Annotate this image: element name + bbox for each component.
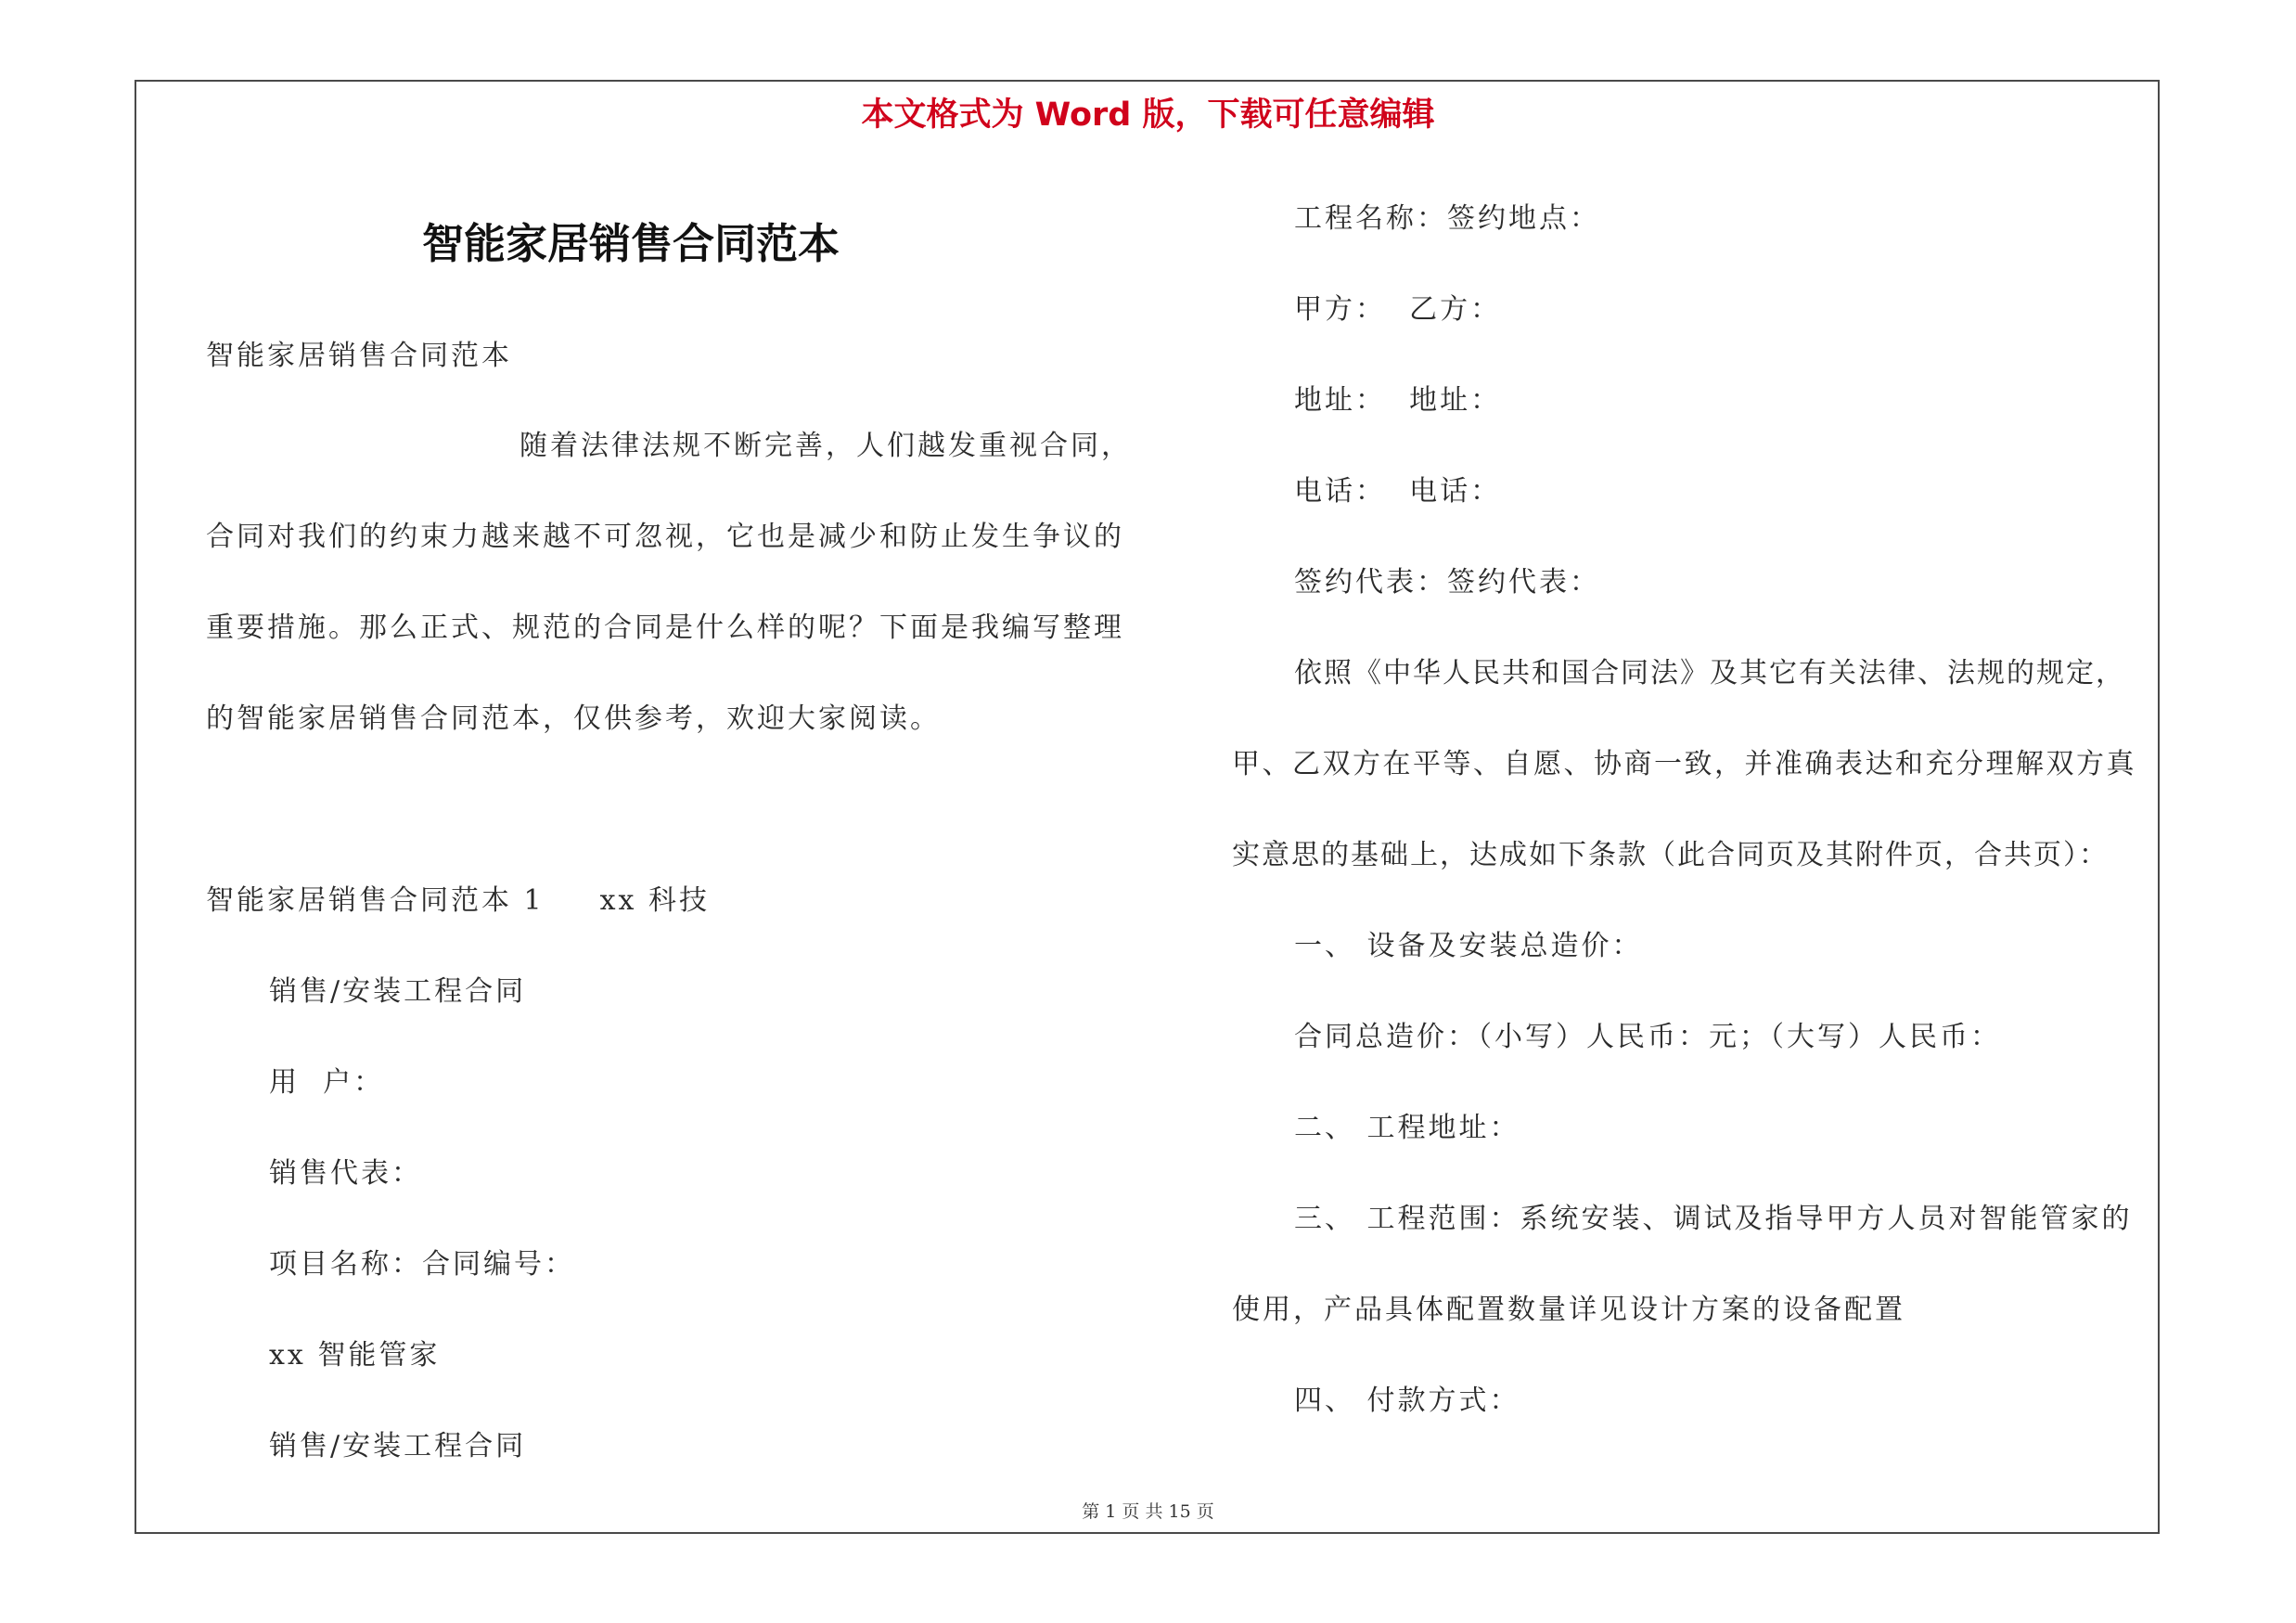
intro-line-4: 的智能家居销售合同范本，仅供参考，欢迎大家阅读。: [206, 702, 941, 735]
left-item-5: xx 智能管家: [269, 1339, 441, 1372]
intro-line-2: 合同对我们的约束力越来越不可忽视，它也是减少和防止发生争议的: [206, 521, 1124, 553]
intro-line-3: 重要措施。那么正式、规范的合同是什么样的呢？下面是我编写整理: [206, 612, 1124, 644]
clause-3-line-1: 三、 工程范围：系统安装、调试及指导甲方人员对智能管家的: [1294, 1203, 2133, 1235]
clause-1: 一、 设备及安装总造价：: [1294, 930, 1643, 962]
left-subtitle: 智能家居销售合同范本: [206, 340, 512, 372]
intro-line-1: 随着法律法规不断完善，人们越发重视合同，: [519, 430, 1132, 462]
right-line-1: 工程名称：签约地点：: [1294, 202, 1600, 235]
para1-line-2: 甲、乙双方在平等、自愿、协商一致，并准确表达和充分理解双方真: [1232, 748, 2136, 780]
right-line-3: 地址： 地址：: [1294, 384, 1502, 417]
clause-2: 二、 工程地址：: [1294, 1112, 1520, 1144]
right-line-4: 电话： 电话：: [1294, 475, 1502, 508]
right-line-2: 甲方： 乙方：: [1294, 293, 1502, 326]
company-name: xx 科技: [599, 884, 710, 917]
clause-1-detail: 合同总造价：（小写）人民币：元；（大写）人民币：: [1294, 1021, 2001, 1053]
section-title-line: [206, 877, 710, 918]
para1-line-3: 实意思的基础上，达成如下条款（此合同页及其附件页，合共页）：: [1232, 839, 2109, 871]
left-item-3: 销售代表：: [269, 1157, 422, 1190]
left-item-6: 销售/安装工程合同: [269, 1430, 527, 1462]
page-number-footer: 第 1 页 共 15 页: [1082, 1501, 1214, 1522]
left-item-2: 用 户：: [269, 1066, 385, 1099]
edit-banner: 本文格式为 Word 版，下载可任意编辑: [861, 97, 1435, 134]
clause-4: 四、 付款方式：: [1294, 1385, 1520, 1417]
right-line-5: 签约代表：签约代表：: [1294, 566, 1600, 599]
section-title: 智能家居销售合同范本 1: [206, 884, 545, 917]
document-title: 智能家居销售合同范本: [422, 219, 840, 268]
left-item-1: 销售/安装工程合同: [269, 975, 527, 1008]
para1-line-1: 依照《中华人民共和国合同法》及其它有关法律、法规的规定，: [1294, 657, 2125, 689]
left-item-4: 项目名称：合同编号：: [269, 1248, 575, 1281]
clause-3-line-2: 使用，产品具体配置数量详见设计方案的设备配置: [1232, 1294, 1905, 1326]
